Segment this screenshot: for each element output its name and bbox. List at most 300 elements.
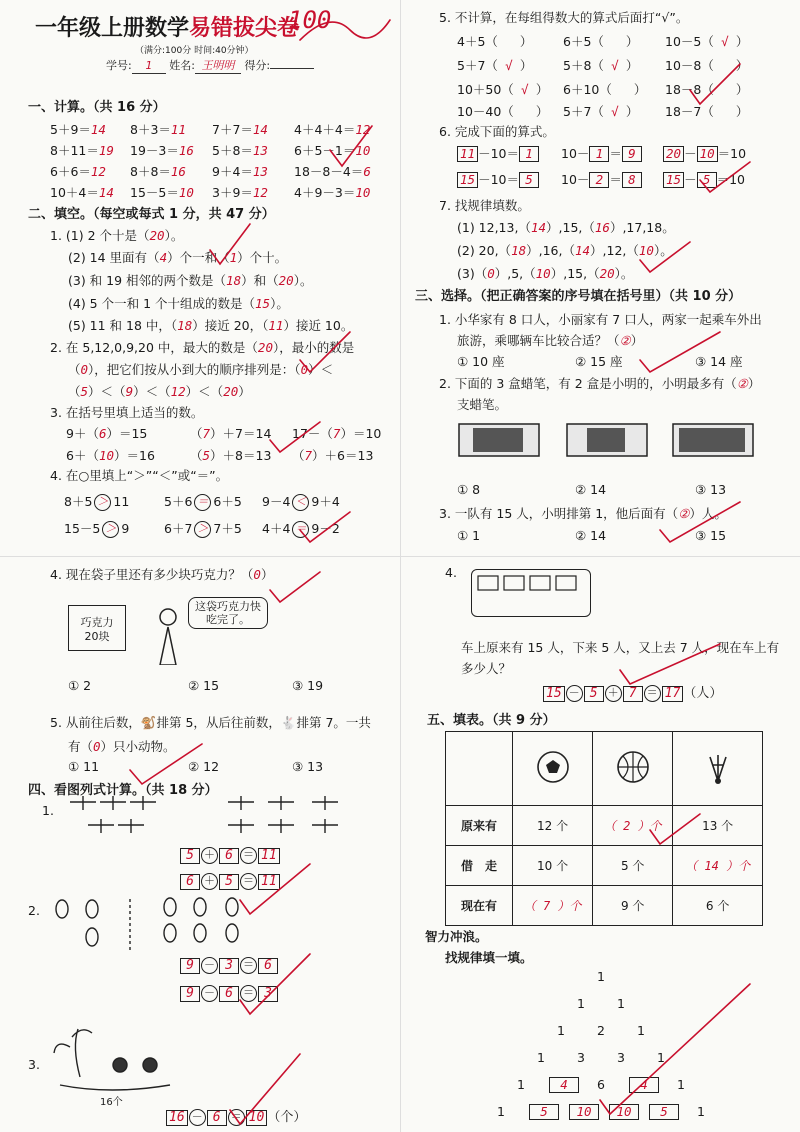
fill-post: ）＋8＝13 [210,448,272,463]
answer-box: 6 [258,958,278,974]
calc-expr: 8＋8＝ [130,164,171,179]
compare-group-item [665,82,748,97]
calc-expr: 18－8－4＝ [294,164,364,179]
group-close: ） [633,82,647,97]
q7-line2: (2) 20,（18）,16,（14）,12,（10）。 [457,243,673,258]
s3-q2-line2: 支蜡笔。 [457,397,508,412]
option-1: ① 11 [68,759,100,774]
fill-pre: （ [190,426,203,441]
bl-q5-line2: 有（0）只小动物。 [68,739,176,754]
group-close: ） [519,58,533,73]
p2-number: 2. [28,903,40,918]
compare-group-item [563,104,638,119]
calc-item [50,185,114,200]
p3-illustration [0,557,400,1132]
compare-circle: ＝ [292,521,309,538]
q2-2-line2: （0），把它们按从小到大的顺序排列是：（0）＜ [68,362,334,377]
answer-box: 9 [180,986,200,1002]
calc-expr: 15－5＝ [130,185,179,200]
q7-line3: (3)（0）,5,（10）,15,（20）。 [457,266,634,281]
fill-pre: 6＋（ [66,448,99,463]
compare-group-item [457,34,532,49]
option-1: ① 2 [68,678,92,693]
fill-item [66,448,155,463]
answer-box: 3 [258,986,278,1002]
group-expr: 5＋8（ [563,58,604,73]
answer-box: 11 [258,874,280,890]
calc-item [212,185,268,200]
rabbit-icon: 🐇 [280,715,297,730]
table-cell: （ 7 ）个 [513,886,593,926]
answer-box: 5 [180,848,200,864]
compare-group-item [563,34,638,49]
compare-group-item [665,34,748,49]
option-2: ② 15 [188,678,220,693]
option-2: ② 14 [575,528,607,543]
exam-title: 一年级上册数学易错拔尖卷 [35,15,300,41]
calc-expr: 9＋4＝ [212,164,253,179]
group-close: ） [735,104,749,119]
bl-q4: 4. 现在袋子里还有多少块巧克力？（0） [50,567,274,582]
eq-text: － [684,172,697,187]
calc-item [294,164,371,179]
option-1: ① 8 [457,482,481,497]
box-equation [663,172,745,188]
q6-heading: 6. 完成下面的算式。 [439,124,555,139]
calc-item [130,122,186,137]
fill-answer: 6 [98,426,107,441]
answer-box: 20 [663,146,684,162]
box-equation [457,146,539,162]
compare-circle: ＞ [194,521,211,538]
calc-answer: 10 [178,185,194,200]
triangle-number: 1 [657,1050,665,1065]
fill-item [66,426,147,441]
box-equation [166,1109,306,1126]
q2-2-line1: 2. 在 5,12,0,9,20 中，最大的数是（20），最小的数是 [50,340,355,355]
section-2-heading: 二、填空。（每空或每式 1 分，共 47 分） [28,207,275,222]
calc-expr: 4＋4＋4＝ [294,122,356,137]
calc-answer: 10 [355,143,371,158]
fill-pre: 9＋（ [66,426,99,441]
table-cell: 6 个 [673,886,763,926]
box-equation [561,146,642,162]
triangle-number: 1 [537,1050,545,1065]
box-equation [543,685,722,702]
calc-item [130,164,186,179]
operator: － [201,957,218,974]
fill-answer: 5 [202,448,211,463]
operator: ＝ [240,985,257,1002]
table-header-row [446,732,763,806]
option-2: ② 14 [575,482,607,497]
calc-answer: 11 [170,122,186,137]
q7-line1: (1) 12,13,（14）,15,（16）,17,18。 [457,220,675,235]
compare-group-item [457,82,548,97]
calc-answer: 16 [178,143,194,158]
compare-group-item [563,58,638,73]
answer-box: 7 [623,686,643,702]
soccer-ball-icon [513,732,593,806]
triangle-number: 1 [497,1104,505,1119]
speech-bubble: 这袋巧克力快吃完了。 [188,597,268,629]
option-1: ① 10 座 [457,354,505,369]
operator: － [189,1109,206,1126]
eq-text: －10＝ [478,172,519,187]
calc-expr: 5＋9＝ [50,122,91,137]
calc-item [294,122,370,137]
answer-box: 6 [219,986,239,1002]
calc-answer: 14 [90,122,106,137]
triangle-answer-box: 4 [629,1077,659,1093]
shuttlecock-icon [673,732,763,806]
box-equation [180,847,280,864]
compare-circle: ＞ [94,494,111,511]
triangle-number: 3 [577,1050,585,1065]
eq-text: ＝10 [716,172,745,187]
table-cell: （ 2 ）个 [593,806,673,846]
calc-expr: 8＋11＝ [50,143,99,158]
crayon-box-1 [459,424,539,456]
compare-right: 9 [121,521,130,536]
calc-answer: 10 [355,185,371,200]
operator: ＝ [240,957,257,974]
option-3: ③ 15 [695,528,727,543]
fill-post: ）＋7＝14 [210,426,272,441]
p1-number: 1. [42,803,54,818]
eq-text: － [684,146,697,161]
answer-box: 9 [622,146,642,162]
calc-answer: 6 [363,164,371,179]
table-cell: （ 14 ）个 [673,846,763,886]
answer-box: 9 [180,958,200,974]
group-expr: 10－5（ [665,34,714,49]
triangle-answer-box: 10 [569,1104,599,1120]
fill-answer: 10 [98,448,115,463]
group-close: ） [735,58,749,73]
operator: ＋ [201,847,218,864]
box-equation [561,172,642,188]
compare-left: 15－5 [64,521,101,536]
group-expr: 10＋50（ [457,82,514,97]
group-expr: 6＋10（ [563,82,612,97]
crayon-box-2 [567,424,647,456]
group-close: ） [535,82,549,97]
compare-item [262,494,340,511]
section-1-heading: 一、计算。（共 16 分） [28,100,166,115]
answer-box: 15 [457,172,478,188]
compare-group-item [457,58,532,73]
table-cell: 10 个 [513,846,593,886]
group-expr: 5＋7（ [457,58,498,73]
triangle-number: 1 [617,996,625,1011]
row-label: 原来有 [446,806,513,846]
fill-pre: （ [190,448,203,463]
triangle-answer-box: 5 [529,1104,559,1120]
answer-box: 16 [166,1110,188,1126]
calc-expr: 5＋8＝ [212,143,253,158]
page-top-left [0,0,400,556]
eq-text: 10－ [561,172,590,187]
triangle-number: 1 [697,1104,705,1119]
group-check: √ [505,58,513,73]
calc-item [130,185,194,200]
calc-item [212,143,268,158]
option-1: ① 1 [457,528,481,543]
answer-box: 3 [219,958,239,974]
group-check: √ [611,58,619,73]
option-3: ③ 14 座 [695,354,743,369]
basketball-icon [593,732,673,806]
calc-item [294,143,370,158]
option-2: ② 15 座 [575,354,623,369]
answer-box: 10 [246,1110,268,1126]
calc-item [50,143,114,158]
answer-box: 15 [543,686,565,702]
table-cell: 9 个 [593,886,673,926]
section-3-heading: 三、选择。（把正确答案的序号填在括号里）（共 10 分） [415,289,742,304]
answer-box: 6 [207,1110,227,1126]
q2-3-heading: 3. 在括号里填上适当的数。 [50,405,204,420]
triangle-number: 1 [637,1023,645,1038]
operator: ＝ [644,685,661,702]
calc-expr: 7＋7＝ [212,122,253,137]
row-label: 现在有 [446,886,513,926]
group-expr: 5＋7（ [563,104,604,119]
table-row [446,886,763,926]
fill-item [190,426,271,441]
answer-box: 6 [180,874,200,890]
table-cell: 5 个 [593,846,673,886]
group-close: ） [625,34,639,49]
answer-box: 5 [219,874,239,890]
group-expr: 10－8（ [665,58,714,73]
triangle-number: 6 [597,1077,605,1092]
br-q4-number: 4. [445,565,457,580]
fill-item [292,426,381,441]
answer-box: 2 [589,172,609,188]
p3-count-label: 16个 [100,1097,123,1108]
operator: ＝ [228,1109,245,1126]
triangle-answer-box: 5 [649,1104,679,1120]
bl-q5-line1: 5. 从前往后数，🐒排第 5，从后往前数，🐇排第 7。一共 [50,715,371,730]
group-close: ） [735,82,749,97]
q2-2-sequence: （5）＜（9）＜（12）＜（20） [68,384,251,399]
section-4-heading: 四、看图列式计算。（共 18 分） [28,783,218,798]
q5-heading: 5. 不计算，在每组得数大的算式后面打“√”。 [439,10,689,25]
answer-box: 17 [662,686,684,702]
monkey-icon: 🐒 [140,715,157,730]
group-close: ） [735,34,749,49]
table-cell: 13 个 [673,806,763,846]
unit-label: （人） [683,686,723,701]
calc-item [130,143,194,158]
triangle-number: 2 [597,1023,605,1038]
calc-expr: 10＋4＝ [50,185,99,200]
s3-q2-line1: 2. 下面的 3 盒蜡笔，有 2 盒是小明的，小明最多有（②） [439,376,761,391]
compare-right: 7＋5 [213,521,242,536]
triangle-number: 1 [677,1077,685,1092]
page-top-right [401,0,800,556]
q2-1-3: (3) 和 19 相邻的两个数是（18）和（20）。 [68,273,313,288]
compare-right: 11 [113,494,130,509]
operator: ＋ [605,685,622,702]
s3-q1-line2: 旅游，乘哪辆车比较合适？（②） [457,333,644,348]
group-close: ） [519,34,533,49]
group-check: √ [721,34,729,49]
operator: ＋ [201,873,218,890]
compare-left: 6＋7 [164,521,193,536]
answer-box: 8 [622,172,642,188]
box-equation [180,957,278,974]
calc-expr: 8＋3＝ [130,122,171,137]
compare-left: 5＋6 [164,494,193,509]
calc-answer: 12 [355,122,371,137]
compare-right: 9＋4 [311,494,340,509]
triangle-number: 3 [617,1050,625,1065]
calc-item [50,122,106,137]
operator: － [201,985,218,1002]
compare-circle: ＞ [102,521,119,538]
compare-group-item [563,82,646,97]
box-equation [457,172,539,188]
compare-group-item [457,104,548,119]
calc-item [212,164,268,179]
group-expr: 10－40（ [457,104,514,119]
compare-item [64,521,129,538]
q2-1-5: (5) 11 和 18 中，（18）接近 20，（11）接近 10。 [68,318,354,333]
group-close: ） [625,104,639,119]
student-info: 学号: 1 姓名: 王明明 得分: [106,58,314,74]
answer-box: 5 [697,172,717,188]
exam-meta: （满分:100分 时间:40分钟） [135,46,254,56]
fill-item [190,448,271,463]
group-expr: 6＋5（ [563,34,604,49]
calc-answer: 12 [252,185,268,200]
calc-answer: 14 [98,185,114,200]
chocolate-box: 巧克力 20块 [68,605,126,651]
compare-group-item [665,58,748,73]
compare-item [262,521,340,538]
table-row [446,806,763,846]
eq-text: 10－ [561,146,590,161]
br-q4-line2: 多少人？ [461,661,512,676]
compare-left: 9－4 [262,494,291,509]
calc-item [212,122,268,137]
answer-box: 5 [519,172,539,188]
eq-text: －10＝ [478,146,519,161]
operator: － [566,685,583,702]
triangle-number: 1 [557,1023,565,1038]
fill-answer: 7 [332,426,341,441]
eq-text: ＝10 [717,146,747,161]
q2-4-heading: 4. 在○里填上“＞”“＜”或“＝”。 [50,468,229,483]
calc-item [50,164,106,179]
compare-circle: ＝ [194,494,211,511]
answer-box: 1 [589,146,609,162]
unit-label: （个） [267,1110,307,1125]
compare-circle: ＜ [292,494,309,511]
operator: ＝ [240,847,257,864]
answer-box: 6 [219,848,239,864]
eq-text: ＝ [609,146,622,161]
table-cell: 12 个 [513,806,593,846]
fill-post: ）＝16 [114,448,155,463]
triangle-number: 1 [577,996,585,1011]
answer-box: 5 [584,686,604,702]
compare-right: 9－2 [311,521,340,536]
q7-heading: 7. 找规律填数。 [439,198,530,213]
compare-left: 4＋4 [262,521,291,536]
p3-number: 3. [28,1057,40,1072]
operator: ＝ [240,873,257,890]
group-expr: 18－7（ [665,104,714,119]
p2-carrots [0,557,400,1132]
fill-answer: 7 [202,426,211,441]
calc-answer: 13 [252,164,268,179]
s3-q1-line1: 1. 小华家有 8 口人，小丽家有 7 口人，两家一起乘车外出 [439,312,762,327]
calc-expr: 3＋9＝ [212,185,253,200]
eq-text: ＝ [609,172,622,187]
section-5-heading: 五、填表。（共 9 分） [427,713,556,728]
group-check: √ [521,82,529,97]
s3-q3-line: 3. 一队有 15 人，小明排第 1，他后面有（②）人。 [439,506,727,521]
triangle-answer-box: 4 [549,1077,579,1093]
compare-left: 8＋5 [64,494,93,509]
fill-pre: 17－（ [292,426,333,441]
answer-box: 11 [258,848,280,864]
fill-post: ）＝10 [340,426,382,441]
compare-right: 6＋5 [213,494,242,509]
box-equation [180,985,278,1002]
br-q4-line1: 车上原来有 15 人，下来 5 人，又上去 7 人，现在车上有 [461,640,780,655]
calc-answer: 19 [98,143,114,158]
answer-box: 1 [519,146,539,162]
q2-1-2: (2) 14 里面有（4）个一和（1）个十。 [68,250,288,265]
calc-answer: 12 [90,164,106,179]
table-row [446,846,763,886]
fill-table [445,731,763,926]
group-expr: 4＋5（ [457,34,498,49]
option-3: ③ 19 [292,678,324,693]
p1-dragonflies [0,557,400,1132]
row-label: 借 走 [446,846,513,886]
fill-pre: （ [292,448,305,463]
answer-box: 15 [663,172,684,188]
calc-expr: 6＋6＝ [50,164,91,179]
bonus-subheading: 找规律填一填。 [445,950,533,965]
triangle-number: 1 [517,1077,525,1092]
fill-post: ）＝15 [106,426,148,441]
bonus-heading: 智力冲浪。 [425,929,488,944]
option-3: ③ 13 [292,759,324,774]
bus-illustration [471,569,591,617]
score-written: 100 [288,6,332,34]
triangle-answer-box: 10 [609,1104,639,1120]
group-close: ） [625,58,639,73]
group-close: ） [535,104,549,119]
box-equation [180,873,280,890]
fill-post: ）＋6＝13 [312,448,374,463]
calc-answer: 16 [170,164,186,179]
group-expr: 18－8（ [665,82,714,97]
calc-answer: 14 [252,122,268,137]
box-equation [663,146,746,162]
compare-item [164,494,242,511]
triangle-number: 1 [597,969,605,984]
answer-box: 10 [697,146,718,162]
option-3: ③ 13 [695,482,727,497]
